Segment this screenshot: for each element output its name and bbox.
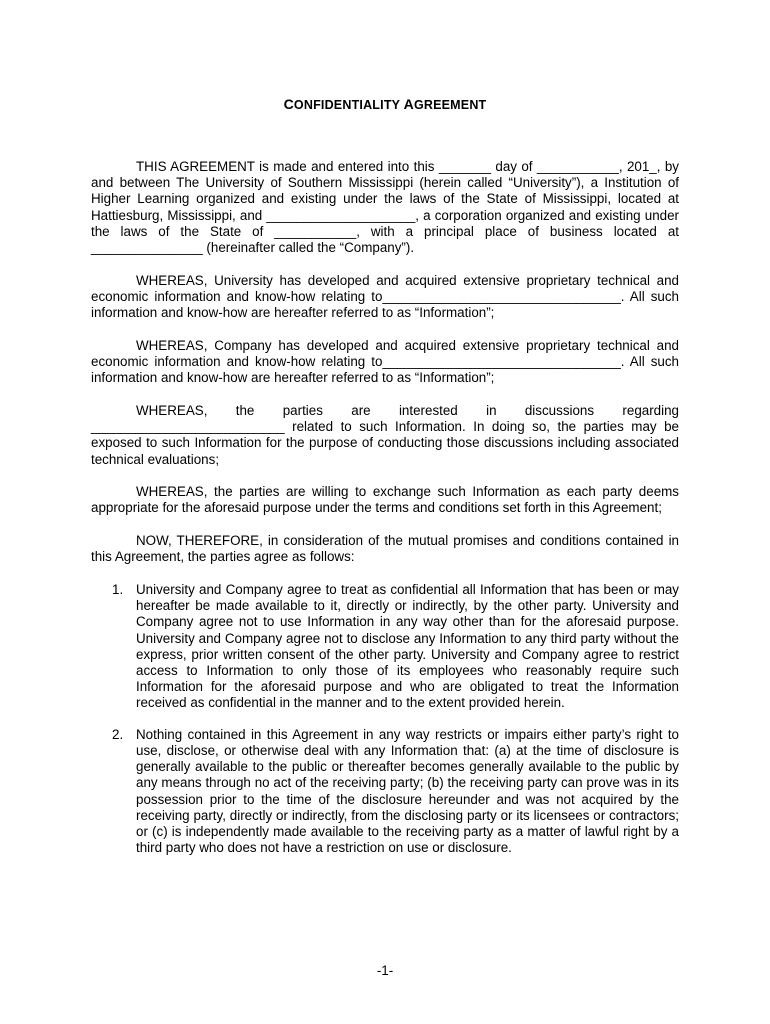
title-word-confidentiality: ONFIDENTIALITY <box>293 98 404 112</box>
page-title <box>0 96 770 112</box>
title-initial-c: C <box>283 96 294 112</box>
now-therefore-paragraph: NOW, THEREFORE, in consideration of the mutual promises and conditions contained in this Agreement, the parties agree as follows: <box>91 533 679 565</box>
clause-number: 2. <box>112 726 124 742</box>
title-word-agreement: GREEMENT <box>413 98 487 112</box>
agreement-body <box>91 159 679 871</box>
whereas-discussions-paragraph: WHEREAS, the parties are interested in discussions regarding __________________________ related to such Information. In doing so, the parties may be exposed to such Information for the purpose of conducting those discussions including associated technical evaluations; <box>91 402 679 467</box>
clause-item <box>91 582 679 712</box>
preamble-paragraph: THIS AGREEMENT is made and entered into this _______ day of ___________, 201_, by and between The University of Southern Mississippi (herein called “University”), a Institution of Higher Learning organized and existing under the laws of the State of Mississippi, located at Hattiesburg, Mississippi, and ____________________, a corporation organized and existing under the laws of the State of ___________, with a principal place of business located at _______________ (hereinafter called the “Company”). <box>91 159 679 256</box>
page-number: -1- <box>376 963 394 978</box>
clause-text: University and Company agree to treat as confidential all Information that has been or may hereafter be made available to it, directly or indirectly, by the other party. University and Company agree not to use Information in any way other than for the aforesaid purpose. University and Company agree not to disclose any Information to any third party without the express, prior written consent of the other party. University and Company agree to restrict access to Information to only those of its employees who reasonably require such Information for the aforesaid purpose and who are obligated to treat the Information received as confidential in the manner and to the extent provided herein. <box>136 582 679 711</box>
title-initial-a: A <box>403 96 414 112</box>
whereas-university-paragraph: WHEREAS, University has developed and acquired extensive proprietary technical and economic information and know-how relating to________________________________. All such information and know-how are hereafter referred to as “Information”; <box>91 272 679 321</box>
clause-number: 1. <box>112 582 124 598</box>
clause-list <box>91 582 679 856</box>
clause-item <box>91 727 679 857</box>
whereas-exchange-paragraph: WHEREAS, the parties are willing to exchange such Information as each party deems appropriate for the aforesaid purpose under the terms and conditions set forth in this Agreement; <box>91 484 679 516</box>
clause-text: Nothing contained in this Agreement in any way restricts or impairs either party’s right to use, disclose, or otherwise deal with any Information that: (a) at the time of disclosure is generally available to the public or thereafter becomes generally available to the public by any means through no act of the receiving party; (b) the receiving party can prove was in its possession prior to the time of the disclosure hereunder and was not acquired by the receiving party, directly or indirectly, from the disclosing party or its licensees or contractors; or (c) is independently made available to the receiving party as a matter of lawful right by a third party who does not have a restriction on use or disclosure. <box>136 726 679 856</box>
whereas-company-paragraph: WHEREAS, Company has developed and acquired extensive proprietary technical and economic information and know-how relating to________________________________. All such information and know-how are hereafter referred to as “Information”; <box>91 337 679 386</box>
